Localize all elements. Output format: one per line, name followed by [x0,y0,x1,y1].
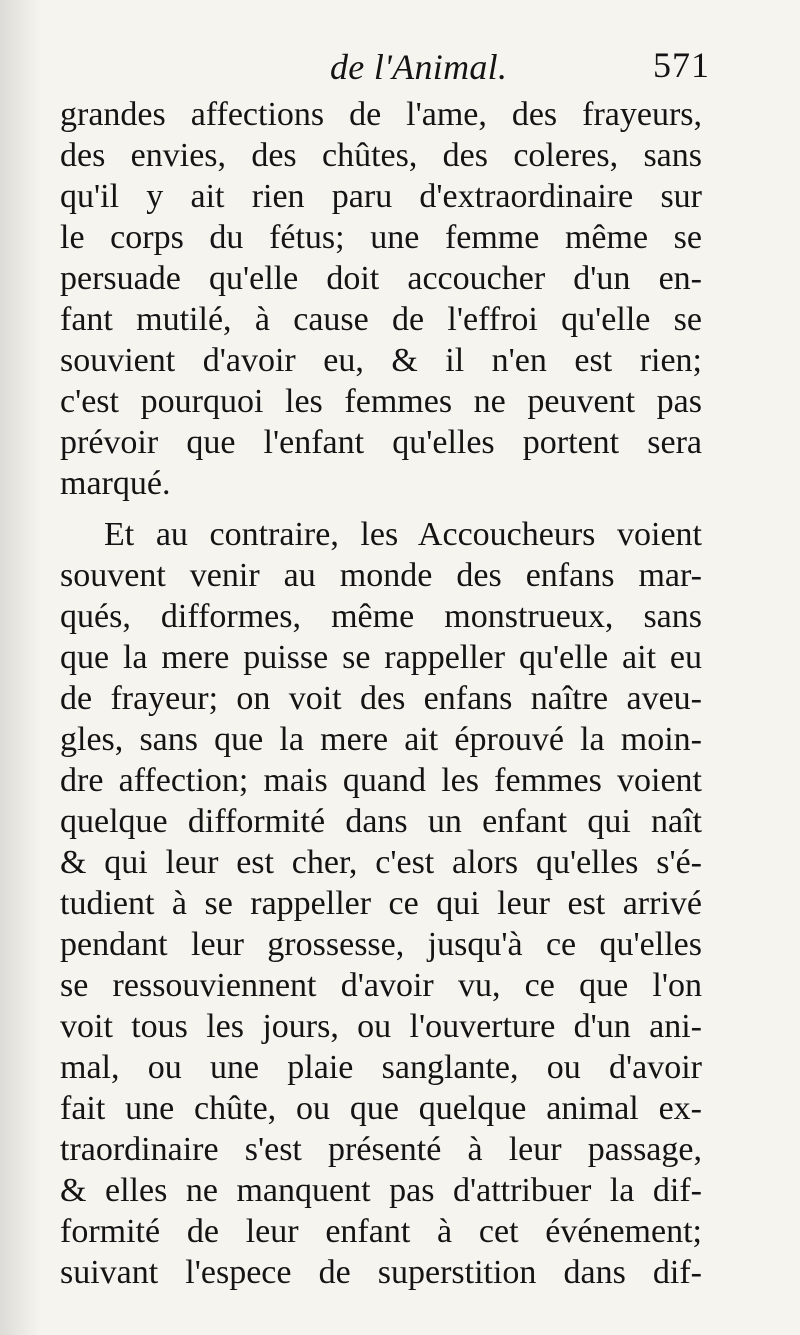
paragraph-gap [60,504,702,514]
page-number: 571 [653,45,710,85]
text-line: pendant leur grossesse, jusqu'à ce qu'elles [60,926,702,963]
running-title: de l'Animal. [330,47,508,87]
text-line: de frayeur; on voit des enfans naître aveu- [60,680,702,717]
text-line: & elles ne manquent pas d'attribuer la dif- [60,1172,702,1209]
text-line: tudient à se rappeller ce qui leur est arrivé [60,885,702,922]
text-line: grandes affections de l'ame, des frayeurs, [60,96,702,133]
text-line: des envies, des chûtes, des coleres, sans [60,137,702,174]
text-line: c'est pourquoi les femmes ne peuvent pas [60,383,702,420]
paragraph-1 [60,94,702,504]
text-line: mal, ou une plaie sanglante, ou d'avoir [60,1049,702,1086]
text-line: qués, difformes, même monstrueux, sans [60,598,702,635]
text-line: suivant l'espece de superstition dans dif- [60,1254,702,1291]
text-line: formité de leur enfant à cet événement; [60,1213,702,1250]
text-line: souvent venir au monde des enfans mar- [60,557,702,594]
text-line: gles, sans que la mere ait éprouvé la moin- [60,721,702,758]
text-line: marqué. [60,465,171,502]
paragraph-2 [60,514,702,1293]
text-line: qu'il y ait rien paru d'extraordinaire sur [60,178,702,215]
text-line: quelque difformité dans un enfant qui naît [60,803,702,840]
text-line: fant mutilé, à cause de l'effroi qu'elle se [60,301,702,338]
page-gutter-shadow [0,0,40,1335]
text-line: fait une chûte, ou que quelque animal ex- [60,1090,702,1127]
text-line: le corps du fétus; une femme même se [60,219,702,256]
text-line: & qui leur est cher, c'est alors qu'elles s'é- [60,844,702,881]
text-line: traordinaire s'est présenté à leur passage, [60,1131,702,1168]
text-line: se ressouviennent d'avoir vu, ce que l'on [60,967,702,1004]
running-head [60,40,710,90]
text-line: voit tous les jours, ou l'ouverture d'un ani- [60,1008,702,1045]
text-line: que la mere puisse se rappeller qu'elle ait eu [60,639,702,676]
text-line: prévoir que l'enfant qu'elles portent sera [60,424,702,461]
text-line: dre affection; mais quand les femmes voient [60,762,702,799]
text-line: persuade qu'elle doit accoucher d'un en- [60,260,702,297]
text-line: Et au contraire, les Accoucheurs voient [104,516,702,553]
body-text [60,94,702,1293]
text-line: souvient d'avoir eu, & il n'en est rien; [60,342,702,379]
